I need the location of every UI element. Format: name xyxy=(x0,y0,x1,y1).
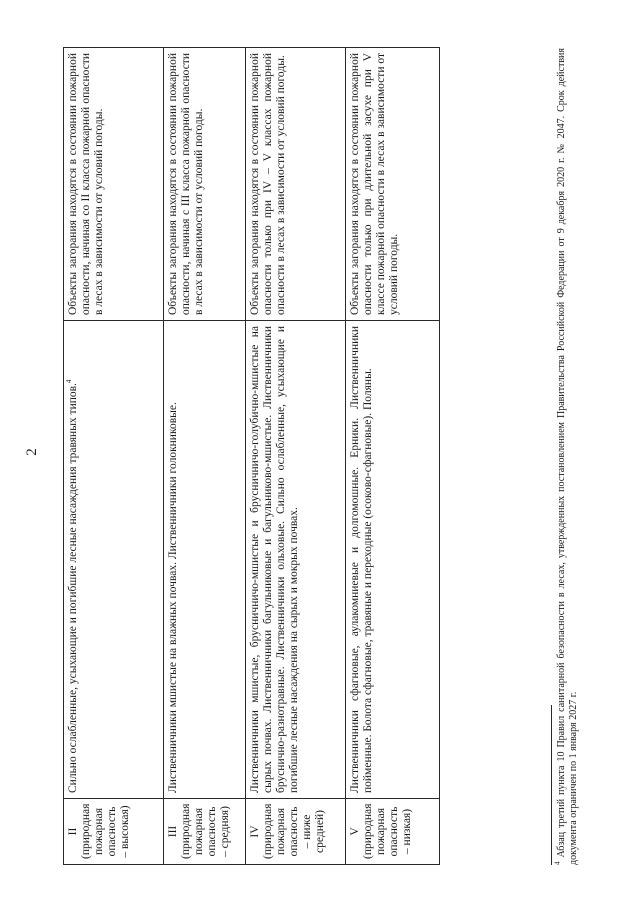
forest-type-cell xyxy=(64,321,164,799)
fire-danger-class-table xyxy=(63,47,440,865)
ignition-conditions-text: Объекты загорания находятся в состоянии пожарной опасности только при IV – V классах пожарной опасности в лесах в зависимости от условий погоды. xyxy=(249,53,287,315)
table-row-class-3 xyxy=(164,48,246,865)
fire-class-label: (природная пожарная опасность – высокая) xyxy=(80,803,131,859)
fire-class-cell xyxy=(246,799,346,865)
footnote-separator xyxy=(551,705,552,865)
fire-class-number: II xyxy=(67,827,79,836)
fire-class-number: IV xyxy=(249,825,261,838)
forest-type-text: Лиственничники мшистые, брусничничо-мшистые и брусничничо-голубично-мшистые на сырых почвах. Лиственничники багульниковые и багульниково-мшистые. Лиственничники бруснично-разнотравные. Лиственничники ольховые. Сильно ослабленные, усыхающие и погибшие лесные насаждения на сырых и мокрых почвах. xyxy=(249,326,300,793)
fire-class-label: (природная пожарная опасность – низкая) xyxy=(362,803,413,859)
ignition-conditions-cell xyxy=(246,48,346,321)
forest-type-text: Лиственничники мшистые на влажных почвах. Лиственничники голокниковые. xyxy=(167,402,179,793)
fire-class-cell xyxy=(64,799,164,865)
forest-type-text: Сильно ослабленные, усыхающие и погибшие лесные насаждения травяных типов. xyxy=(67,383,79,793)
table-row-class-4 xyxy=(246,48,346,865)
ignition-conditions-cell xyxy=(164,48,246,321)
footnote-mark: 4 xyxy=(553,861,562,865)
forest-type-cell xyxy=(164,321,246,799)
forest-type-cell xyxy=(246,321,346,799)
ignition-conditions-cell xyxy=(64,48,164,321)
table-row-class-2 xyxy=(64,48,164,865)
ignition-conditions-text: Объекты загорания находятся в состоянии пожарной опасности, начиная со II класса пожарной опасности в лесах в зависимости от условий погоды. xyxy=(67,53,105,315)
footnote-reference: 4 xyxy=(65,379,74,384)
fire-class-cell xyxy=(346,799,440,865)
forest-type-text: Лиственничники сфагновые, аулакомниевые и долгомошные. Ерники. Лиственничники пойменные. Болота сфагновые, травяные и переходные (осоково-сфагновые). Поляны. xyxy=(349,326,374,793)
forest-type-cell xyxy=(346,321,440,799)
fire-class-label: (природная пожарная опасность – средняя) xyxy=(180,803,231,859)
ignition-conditions-text: Объекты загорания находятся в состоянии пожарной опасности, начиная с III класса пожарной опасности в лесах в зависимости от условий погоды. xyxy=(167,53,205,315)
ignition-conditions-text: Объекты загорания находятся в состоянии пожарной опасности только при длительной засухе при V классе пожарной опасности в лесах в зависимости от условий погоды. xyxy=(349,53,400,315)
fire-class-label: (природная пожарная опасность – ниже средней) xyxy=(262,803,326,859)
footnote xyxy=(553,47,580,865)
page-number: 2 xyxy=(24,448,40,456)
fire-class-cell xyxy=(164,799,246,865)
table-row-class-5 xyxy=(346,48,440,865)
ignition-conditions-cell xyxy=(346,48,440,321)
fire-class-number: III xyxy=(167,825,179,838)
fire-class-number: V xyxy=(349,827,361,836)
footnote-text: Абзац третий пункта 10 Правил санитарной безопасности в лесах, утвержденных постановлением Правительства Российской Федерации от 9 декабря 2020 г. № 2047. Срок действия документа ограничен по 1 января 2027 г. xyxy=(556,47,579,865)
